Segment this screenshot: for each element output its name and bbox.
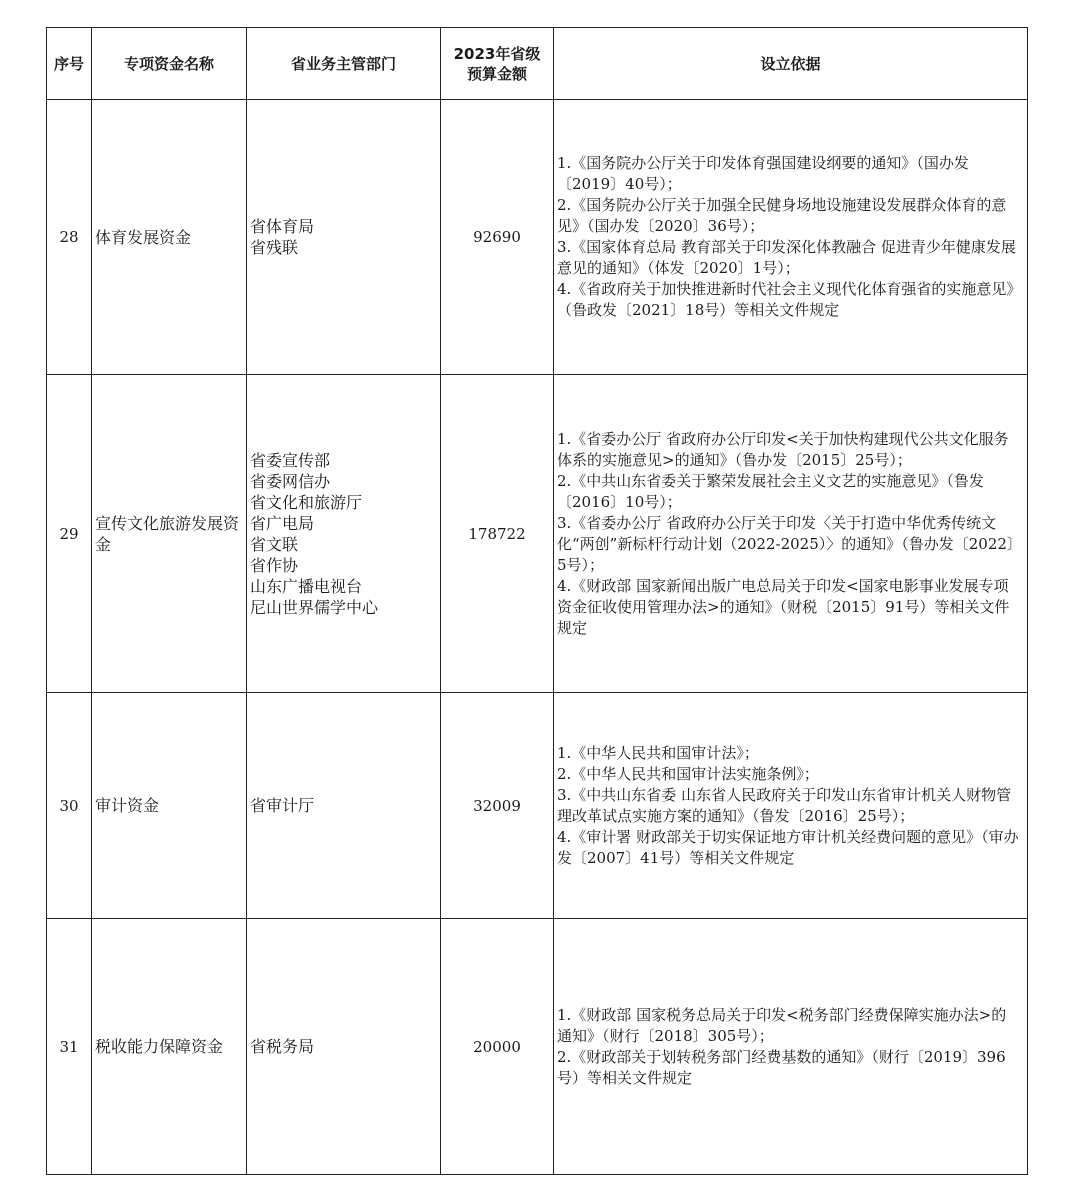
header-seq: 序号 bbox=[47, 28, 92, 100]
department-item: 省残联 bbox=[250, 238, 299, 257]
row-basis bbox=[554, 375, 1028, 693]
basis-item: 4.《财政部 国家新闻出版广电总局关于印发<国家电影事业发展专项资金征收使用管理办法>的通知》（财税〔2015〕91号）等相关文件规定 bbox=[557, 576, 1010, 637]
row-budget: 20000 bbox=[441, 919, 554, 1175]
row-basis bbox=[554, 693, 1028, 919]
department-item: 尼山世界儒学中心 bbox=[250, 597, 379, 617]
department-item: 省审计厅 bbox=[250, 796, 315, 815]
basis-item: 3.《中共山东省委 山东省人民政府关于印发山东省审计机关人财物管理改革试点实施方案的通知》（鲁发〔2016〕25号）； bbox=[557, 785, 1012, 825]
row-seq: 28 bbox=[47, 100, 92, 375]
basis-item: 1.《财政部 国家税务总局关于印发<税务部门经费保障实施办法>的通知》（财行〔2018〕305号）； bbox=[557, 1005, 1007, 1045]
row-departments bbox=[247, 375, 441, 693]
department-item: 省委网信办 bbox=[250, 471, 331, 491]
basis-item: 2.《国务院办公厅关于加强全民健身场地设施建设发展群众体育的意见》（国办发〔2020〕36号）； bbox=[557, 196, 1007, 235]
department-item: 省文联 bbox=[250, 534, 299, 554]
table-header-row bbox=[47, 28, 1028, 100]
row-budget: 92690 bbox=[441, 100, 554, 375]
row-basis bbox=[554, 100, 1028, 375]
basis-item: 4.《审计署 财政部关于切实保证地方审计机关经费问题的意见》（审办发〔2007〕41号）等相关文件规定 bbox=[557, 827, 1019, 867]
special-funds-table bbox=[46, 27, 1028, 1175]
department-item: 省税务局 bbox=[250, 1037, 315, 1056]
department-item: 省作协 bbox=[250, 555, 299, 575]
basis-item: 4.《省政府关于加快推进新时代社会主义现代化体育强省的实施意见》（鲁政发〔2021〕18号）等相关文件规定 bbox=[557, 280, 1014, 319]
row-departments bbox=[247, 693, 441, 919]
basis-item: 1.《省委办公厅 省政府办公厅印发<关于加快构建现代公共文化服务体系的实施意见>的通知》（鲁办发〔2015〕25号）； bbox=[557, 429, 1009, 469]
header-budget bbox=[441, 28, 554, 100]
department-item: 省体育局 bbox=[250, 217, 315, 236]
row-seq: 30 bbox=[47, 693, 92, 919]
header-department: 省业务主管部门 bbox=[247, 28, 441, 100]
basis-item: 1.《中华人民共和国审计法》； bbox=[557, 743, 759, 762]
header-budget-line2: 预算金额 bbox=[466, 64, 527, 83]
row-budget: 32009 bbox=[441, 693, 554, 919]
row-departments bbox=[247, 919, 441, 1175]
table-row bbox=[47, 919, 1028, 1175]
department-item: 山东广播电视台 bbox=[250, 576, 363, 596]
header-budget-line1: 2023年省级 bbox=[453, 44, 541, 63]
department-item: 省委宣传部 bbox=[250, 450, 331, 470]
row-seq: 29 bbox=[47, 375, 92, 693]
row-basis bbox=[554, 919, 1028, 1175]
basis-item: 2.《财政部关于划转税务部门经费基数的通知》（财行〔2019〕396号）等相关文件规定 bbox=[557, 1047, 1006, 1087]
header-basis: 设立依据 bbox=[554, 28, 1028, 100]
row-fund-name: 宣传文化旅游发展资金 bbox=[92, 375, 247, 693]
table-row bbox=[47, 375, 1028, 693]
basis-item: 2.《中华人民共和国审计法实施条例》； bbox=[557, 764, 819, 783]
row-fund-name: 审计资金 bbox=[92, 693, 247, 919]
header-fund-name: 专项资金名称 bbox=[92, 28, 247, 100]
row-seq: 31 bbox=[47, 919, 92, 1175]
row-budget: 178722 bbox=[441, 375, 554, 693]
basis-item: 2.《中共山东省委关于繁荣发展社会主义文艺的实施意见》（鲁发〔2016〕10号）； bbox=[557, 471, 984, 511]
department-item: 省文化和旅游厅 bbox=[250, 492, 363, 512]
basis-item: 3.《省委办公厅 省政府办公厅关于印发〈关于打造中华优秀传统文化“两创”新标杆行动计划（2022-2025）〉的通知》（鲁办发〔2022〕5号）； bbox=[557, 513, 1015, 574]
row-departments bbox=[247, 100, 441, 375]
basis-item: 1.《国务院办公厅关于印发体育强国建设纲要的通知》（国办发〔2019〕40号）； bbox=[557, 154, 969, 193]
table-row bbox=[47, 693, 1028, 919]
basis-item: 3.《国家体育总局 教育部关于印发深化体教融合 促进青少年健康发展意见的通知》（体发〔2020〕1号）； bbox=[557, 238, 1016, 277]
row-fund-name: 税收能力保障资金 bbox=[92, 919, 247, 1175]
table-row bbox=[47, 100, 1028, 375]
department-item: 省广电局 bbox=[250, 513, 315, 533]
row-fund-name: 体育发展资金 bbox=[92, 100, 247, 375]
